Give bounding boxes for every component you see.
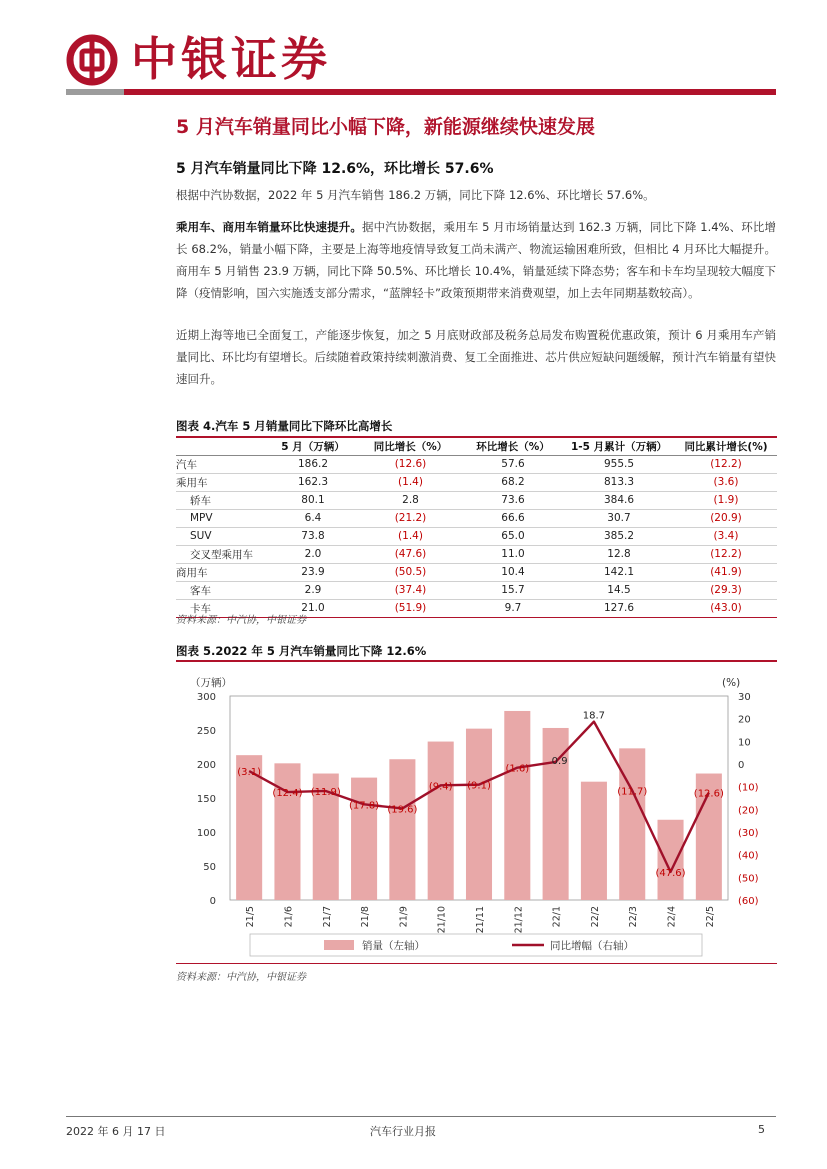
table-row-label: 卡车 <box>176 599 268 617</box>
sales-chart <box>176 660 777 962</box>
sales-bar <box>504 711 530 900</box>
paragraph-2-body: 据中汽协数据，乘用车 5 月市场销量达到 162.3 万辆，同比下降 1.4%、环比增长 68.2%，销量小幅下降，主要是上海等地疫情导致复工尚未满产、物流运输困难所致，但相比 4 月环比大幅提升。商用车 5 月销售 23.9 万辆，同比下降 50.5%、环比增长 10.4%，销量延续下降态势；客车和卡车均呈现较大幅度下降（疫情影响，国六实施透支部分需求，“蓝牌轻卡”政策预期带来消费观望，加上去年同期基数较高）。 <box>176 220 776 300</box>
yoy-data-label: (9.4) <box>428 781 453 793</box>
table-cell: (21.2) <box>358 509 463 527</box>
table-cell: 9.7 <box>463 599 563 617</box>
table-header-cell: 同比累计增长(%) <box>675 438 777 455</box>
table-header-cell: 5 月（万辆） <box>268 438 358 455</box>
x-axis-tick-label: 22/4 <box>666 906 678 928</box>
yoy-data-label: (47.6) <box>655 867 686 879</box>
table-cell: (43.0) <box>675 599 777 617</box>
table-cell: (1.4) <box>358 473 463 491</box>
table-row <box>176 491 777 509</box>
table-cell: (12.2) <box>675 455 777 473</box>
left-axis-tick-label: 50 <box>203 862 216 873</box>
brand-name: 中银证券 <box>131 32 331 86</box>
table-row-label: 交叉型乘用车 <box>176 545 268 563</box>
page-title: 5 月汽车销量同比小幅下降，新能源继续快速发展 <box>176 116 595 138</box>
table-source-note: 资料来源：中汽协，中银证券 <box>176 615 306 626</box>
x-axis-tick-label: 21/6 <box>283 906 295 928</box>
sales-bar <box>581 782 607 900</box>
right-axis-tick-label: 0 <box>738 760 745 771</box>
sales-bar <box>658 820 684 900</box>
yoy-data-label: (9.1) <box>467 780 491 792</box>
paragraph-3: 近期上海等地已全面复工，产能逐步恢复，加之 5 月底财政部及税务总局发布购置税优惠政策，预计 6 月乘用车产销量同比、环比均有望增长。后续随着政策持续刺激消费、复工全面推进、芯片供应短缺问题缓解，预计汽车销量有望快速回升。 <box>176 328 776 386</box>
x-axis-tick-label: 21/9 <box>398 906 410 928</box>
table-cell: 127.6 <box>563 599 675 617</box>
table-cell: 73.6 <box>463 491 563 509</box>
left-axis-tick-label: 250 <box>196 726 216 737</box>
sales-bar <box>466 729 492 900</box>
table-row <box>176 563 777 581</box>
right-axis-tick-label: 10 <box>738 737 751 749</box>
table-header-cell: 1-5 月累计（万辆） <box>563 438 675 455</box>
yoy-data-label: (3.1) <box>237 767 262 779</box>
table-row-label: MPV <box>176 509 268 527</box>
right-axis-tick-label: 20 <box>738 714 751 726</box>
yoy-data-label: (11.9) <box>310 786 341 798</box>
right-axis-tick-label: (60) <box>738 896 759 907</box>
footer-report-title: 汽车行业月报 <box>370 1125 436 1138</box>
left-axis-tick-label: 200 <box>196 760 216 771</box>
table-row <box>176 527 777 545</box>
right-axis-tick-label: (50) <box>738 873 759 885</box>
x-axis-tick-label: 21/5 <box>245 906 257 928</box>
bank-of-china-logo-icon <box>66 34 118 86</box>
right-axis-tick-label: (40) <box>738 850 759 862</box>
table-cell: 30.7 <box>563 509 675 527</box>
sales-bar <box>272 763 303 900</box>
x-axis-tick-label: 21/10 <box>436 906 448 934</box>
legend-bar-swatch <box>324 940 354 950</box>
table-cell: 142.1 <box>563 563 675 581</box>
table-header-row <box>176 438 777 455</box>
sales-bar <box>387 759 418 900</box>
sales-bar <box>428 742 454 900</box>
table-cell: 10.4 <box>463 563 563 581</box>
table-cell: (41.9) <box>675 563 777 581</box>
left-axis-label: （万辆） <box>190 677 232 689</box>
footer-date: 2022 年 6 月 17 日 <box>66 1125 166 1138</box>
table-row-label: 客车 <box>176 581 268 599</box>
legend-line-label: 同比增幅（右轴） <box>550 940 634 952</box>
chart-area <box>176 660 777 962</box>
table-cell: 80.1 <box>268 491 358 509</box>
table-cell: 66.6 <box>463 509 563 527</box>
x-axis-tick-label: 22/5 <box>704 906 716 928</box>
table-header-cell: 同比增长（%） <box>358 438 463 455</box>
table-cell: (1.9) <box>675 491 777 509</box>
x-axis-tick-label: 21/12 <box>513 906 525 934</box>
sales-bar <box>617 748 648 900</box>
x-axis-tick-label: 22/2 <box>589 906 601 928</box>
yoy-data-label: 18.7 <box>582 710 606 722</box>
table-row <box>176 545 777 563</box>
table-row <box>176 455 777 473</box>
table-row <box>176 581 777 599</box>
table-cell: (1.4) <box>358 527 463 545</box>
footer-divider <box>66 1116 776 1117</box>
chart-source-note: 资料来源：中汽协，中银证券 <box>176 972 306 983</box>
table-cell: (12.6) <box>358 455 463 473</box>
table-cell: 2.0 <box>268 545 358 563</box>
table-cell: 68.2 <box>463 473 563 491</box>
table-cell: 955.5 <box>563 455 675 473</box>
yoy-data-label: 0.9 <box>551 755 568 767</box>
table-cell: (29.3) <box>675 581 777 599</box>
chart-figure-title: 图表 5.2022 年 5 月汽车销量同比下降 12.6% <box>176 644 427 658</box>
table-header-cell <box>176 438 268 455</box>
x-axis-tick-label: 21/11 <box>475 906 486 934</box>
table-cell: 2.8 <box>358 491 463 509</box>
table-row-label: SUV <box>176 527 268 545</box>
table-row <box>176 473 777 491</box>
table-cell: (20.9) <box>675 509 777 527</box>
table-cell: 14.5 <box>563 581 675 599</box>
table-cell: 57.6 <box>463 455 563 473</box>
right-axis-tick-label: (20) <box>738 805 759 817</box>
paragraph-1: 根据中汽协数据，2022 年 5 月汽车销售 186.2 万辆，同比下降 12.6%、环比增长 57.6%。 <box>176 188 655 202</box>
table-cell: 6.4 <box>268 509 358 527</box>
table-cell: (3.4) <box>675 527 777 545</box>
table-cell: 813.3 <box>563 473 675 491</box>
left-axis-tick-label: 100 <box>196 828 216 839</box>
paragraph-2-lead: 乘用车、商用车销量环比快速提升。 <box>176 220 363 234</box>
table-cell: 385.2 <box>563 527 675 545</box>
x-axis-tick-label: 21/7 <box>321 906 333 928</box>
table-cell: (3.6) <box>675 473 777 491</box>
paragraph-2 <box>176 216 776 304</box>
yoy-data-label: (19.6) <box>387 804 418 816</box>
table-cell: 2.9 <box>268 581 358 599</box>
table-row-label: 商用车 <box>176 563 268 581</box>
x-axis-tick-label: 22/1 <box>551 906 563 928</box>
right-axis-tick-label: 30 <box>738 692 751 703</box>
header-divider <box>66 89 776 95</box>
left-axis-tick-label: 300 <box>196 692 216 703</box>
table-cell: 162.3 <box>268 473 358 491</box>
table-cell: 21.0 <box>268 599 358 617</box>
table-header-cell: 环比增长（%） <box>463 438 563 455</box>
right-axis-tick-label: (30) <box>738 828 759 839</box>
sales-bar <box>349 778 380 900</box>
page-number: 5 <box>758 1123 765 1136</box>
x-axis-tick-label: 22/3 <box>628 906 640 928</box>
table-cell: (51.9) <box>358 599 463 617</box>
yoy-data-label: (17.8) <box>349 800 380 812</box>
x-axis-tick-label: 21/8 <box>360 906 372 928</box>
right-axis-label: (%) <box>722 677 741 689</box>
table-cell: 186.2 <box>268 455 358 473</box>
yoy-data-label: (12.6) <box>693 788 724 800</box>
table-cell: 23.9 <box>268 563 358 581</box>
table-cell: 11.0 <box>463 545 563 563</box>
table-cell: 15.7 <box>463 581 563 599</box>
table-cell: 384.6 <box>563 491 675 509</box>
section-heading: 5 月汽车销量同比下降 12.6%，环比增长 57.6% <box>176 161 494 177</box>
table-cell: (47.6) <box>358 545 463 563</box>
table-cell: (50.5) <box>358 563 463 581</box>
yoy-data-label: (1.6) <box>505 763 530 775</box>
table-row-label: 乘用车 <box>176 473 268 491</box>
legend-bar-label: 销量（左轴） <box>362 940 425 952</box>
table-cell: 12.8 <box>563 545 675 563</box>
chart-bottom-rule <box>176 963 777 964</box>
legend-frame <box>250 934 702 956</box>
table-row-label: 汽车 <box>176 455 268 473</box>
left-axis-tick-label: 0 <box>209 896 216 907</box>
yoy-data-label: (11.7) <box>617 786 648 798</box>
yoy-data-label: (12.4) <box>272 788 303 800</box>
left-axis-tick-label: 150 <box>196 794 216 805</box>
sales-table <box>176 438 777 618</box>
right-axis-tick-label: (10) <box>738 782 759 794</box>
table-cell: (37.4) <box>358 581 463 599</box>
table-row <box>176 509 777 527</box>
table-cell: (12.2) <box>675 545 777 563</box>
table-figure-title: 图表 4.汽车 5 月销量同比下降环比高增长 <box>176 419 393 433</box>
table-cell: 73.8 <box>268 527 358 545</box>
table-row-label: 轿车 <box>176 491 268 509</box>
table-cell: 65.0 <box>463 527 563 545</box>
